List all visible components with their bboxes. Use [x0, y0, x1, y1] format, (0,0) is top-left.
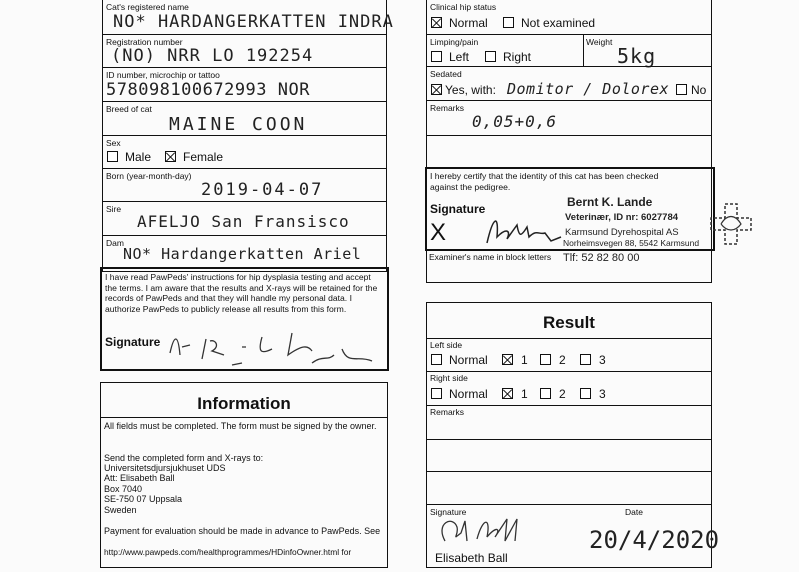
clinical-remarks-value: 0,05+0,6	[472, 112, 558, 131]
info-addr4: SE-750 07 Uppsala	[104, 494, 183, 504]
certify-text: I hereby certify that the identity of this cat has been checked against the pedigree.	[430, 171, 659, 192]
clinical-label: Clinical hip status	[430, 2, 497, 12]
male-label: Male	[125, 150, 152, 164]
result-date-label: Date	[625, 507, 643, 517]
certify-signature-label: Signature	[430, 202, 486, 216]
info-p2-intro: Send the completed form and X-rays to:	[104, 453, 264, 463]
result-remarks-label: Remarks	[430, 407, 465, 417]
right-grade1-checkbox[interactable]	[502, 388, 513, 399]
born-label: Born (year-month-day)	[106, 171, 192, 181]
right-grade1-label: 1	[521, 387, 528, 401]
left-side-label: Left side	[430, 340, 463, 350]
left-normal-checkbox[interactable]	[431, 354, 442, 365]
left-grade1-checkbox[interactable]	[502, 354, 513, 365]
weight-label: Weight	[586, 37, 613, 47]
result-box	[426, 302, 720, 568]
limping-left-checkbox[interactable]	[431, 51, 442, 62]
stamp-line2: Karmsund Dyrehospital AS	[565, 227, 679, 238]
breed-value: MAINE COON	[169, 114, 308, 135]
stamp-cross-logo	[707, 200, 755, 248]
sedated-yes-checkbox[interactable]	[431, 84, 442, 95]
right-grade2-label: 2	[559, 387, 566, 401]
sedated-yes-label: Yes, with:	[445, 83, 496, 97]
result-signer: Elisabeth Ball	[435, 551, 508, 565]
left-grade2-checkbox[interactable]	[540, 354, 551, 365]
certify-x-mark: X	[430, 219, 447, 246]
result-signature-mark	[431, 511, 551, 549]
left-grade1-label: 1	[521, 353, 528, 367]
born-value: 2019-04-07	[201, 180, 324, 200]
right-grade3-label: 3	[599, 387, 606, 401]
information-title: Information	[197, 394, 291, 413]
dam-value: NO* Hardangerkatten Ariel	[123, 245, 362, 263]
female-checkbox[interactable]	[165, 151, 176, 162]
limping-right-label: Right	[503, 50, 532, 64]
right-normal-checkbox[interactable]	[431, 388, 442, 399]
not-examined-checkbox[interactable]	[503, 17, 514, 28]
registration-label: Registration number	[106, 37, 183, 47]
consent-text: I have read PawPeds' instructions for hip dysplasia testing and accept the terms. I am aware that the results and X-rays will be retained for the records of PawPeds and that they will handle my personal data. I authorize PawPeds to publicly release all results from this form.	[105, 272, 378, 314]
female-label: Female	[183, 150, 224, 164]
block-letters-label: Examiner's name in block letters	[429, 252, 552, 262]
info-p1: All fields must be completed. The form must be signed by the owner.	[104, 421, 377, 431]
info-url[interactable]: http://www.pawpeds.com/healthprogrammes/HDinfoOwner.html for	[104, 547, 352, 557]
sire-value: AFELJO San Fransisco	[137, 212, 350, 231]
left-normal-label: Normal	[449, 353, 488, 367]
right-grade3-checkbox[interactable]	[580, 388, 591, 399]
info-addr2: Att: Elisabeth Ball	[104, 473, 175, 483]
limping-left-label: Left	[449, 50, 470, 64]
left-grade3-checkbox[interactable]	[580, 354, 591, 365]
left-grade2-label: 2	[559, 353, 566, 367]
limping-right-checkbox[interactable]	[485, 51, 496, 62]
sedated-no-label: No	[691, 83, 707, 97]
limping-label: Limping/pain	[430, 37, 479, 47]
registration-value: (NO) NRR LO 192254	[111, 46, 314, 66]
dam-label: Dam	[106, 238, 124, 248]
male-checkbox[interactable]	[107, 151, 118, 162]
breed-label: Breed of cat	[106, 104, 152, 114]
result-title: Result	[543, 313, 595, 332]
vet-signature	[477, 207, 567, 249]
right-side-label: Right side	[430, 373, 468, 383]
sedated-no-checkbox[interactable]	[676, 84, 687, 95]
right-grade2-checkbox[interactable]	[540, 388, 551, 399]
clinical-normal-checkbox[interactable]	[431, 17, 442, 28]
right-normal-label: Normal	[449, 387, 488, 401]
info-addr3: Box 7040	[104, 484, 143, 494]
stamp-name: Bernt K. Lande	[567, 195, 653, 209]
stamp-line3: Norheimsvegen 88, 5542 Karmsund	[563, 238, 700, 248]
left-grade3-label: 3	[599, 353, 606, 367]
consent-signature-label: Signature	[105, 335, 161, 349]
sex-label: Sex	[106, 138, 121, 148]
result-signature-label: Signature	[430, 507, 467, 517]
sedative-value: Domitor / Dolorex	[507, 80, 670, 98]
registered-name-value: NO* HARDANGERKATTEN INDRA	[113, 12, 394, 32]
consent-box	[100, 267, 389, 371]
info-addr5: Sweden	[104, 505, 137, 515]
info-addr1: Universitetsdjursjukhuset UDS	[104, 463, 226, 473]
certify-box	[425, 167, 715, 251]
clinical-remarks-label: Remarks	[430, 103, 465, 113]
stamp-line4: Tlf: 52 82 80 00	[563, 252, 640, 264]
weight-value: 5kg	[617, 44, 657, 68]
not-examined-label: Not examined	[521, 16, 596, 30]
result-date-value: 20/4/2020	[589, 526, 720, 554]
id-number-label: ID number, microchip or tattoo	[106, 70, 220, 80]
stamp-line1: Veterinær, ID nr: 6027784	[565, 212, 679, 223]
sedated-label: Sedated	[430, 69, 462, 79]
cat-details-box	[102, 0, 394, 272]
id-number-value: 578098100672993 NOR	[106, 80, 310, 100]
registered-name-label: Cat's registered name	[106, 2, 189, 12]
info-p3: Payment for evaluation should be made in advance to PawPeds. See	[104, 526, 381, 536]
information-box	[100, 382, 388, 568]
owner-signature	[162, 325, 387, 369]
sire-label: Sire	[106, 204, 122, 214]
clinical-normal-label: Normal	[449, 16, 488, 30]
